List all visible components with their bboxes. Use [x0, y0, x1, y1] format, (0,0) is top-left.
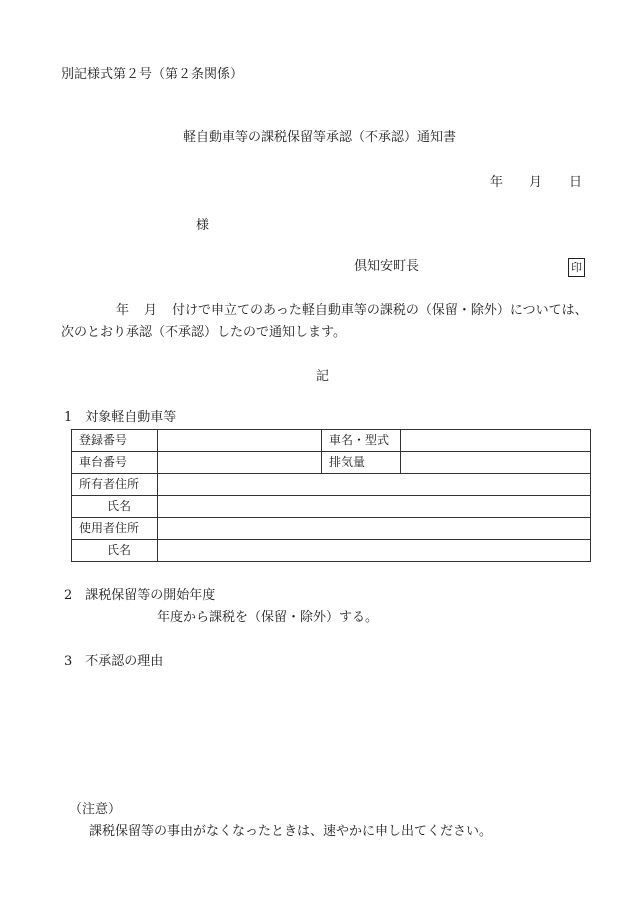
chassis-number-label: 車台番号: [72, 452, 158, 474]
section-1-heading: 1 対象軽自動車等: [64, 410, 177, 425]
seal-stamp: 印: [568, 258, 585, 277]
table-row: [72, 474, 591, 496]
vehicle-name-model-label: 車名・型式: [322, 430, 401, 452]
section-3-heading: 3 不承認の理由: [64, 654, 164, 669]
notes-label: （注意）: [69, 802, 122, 817]
user-name-field: [158, 540, 591, 562]
date-month-label: 月: [529, 175, 543, 190]
form-number-label: 別記様式第２号（第２条関係）: [61, 67, 244, 82]
ki-heading: 記: [316, 369, 330, 384]
sender-name: 倶知安町長: [354, 259, 420, 274]
date-day-label: 日: [569, 175, 583, 190]
document-title: 軽自動車等の課税保留等承認（不承認）通知書: [183, 130, 457, 145]
user-name-label: 氏名: [72, 540, 158, 562]
owner-address-field: [158, 474, 591, 496]
table-row: [72, 430, 591, 452]
table-row: [72, 452, 591, 474]
registration-number-field: [158, 430, 322, 452]
notes-text: 課税保留等の事由がなくなったときは、速やかに申し出てください。: [89, 824, 493, 839]
owner-name-label: 氏名: [72, 496, 158, 518]
owner-address-label: 所有者住所: [72, 474, 158, 496]
registration-number-label: 登録番号: [72, 430, 158, 452]
body-line-1: 付けで申立てのあった軽自動車等の課税の（保留・除外）については、: [172, 303, 588, 318]
user-address-label: 使用者住所: [72, 518, 158, 540]
table-row: [72, 518, 591, 540]
owner-name-field: [158, 496, 591, 518]
date-year-label: 年: [490, 175, 504, 190]
body-line-2: 次のとおり承認（不承認）したので通知します。: [61, 325, 346, 340]
table-row: [72, 496, 591, 518]
body-date-month: 月: [144, 303, 158, 318]
chassis-number-field: [158, 452, 322, 474]
user-address-field: [158, 518, 591, 540]
vehicle-info-table: [71, 429, 591, 562]
section-2-heading: 2 課税保留等の開始年度: [64, 588, 216, 603]
displacement-label: 排気量: [322, 452, 401, 474]
vehicle-name-model-field: [401, 430, 591, 452]
body-date-year: 年: [116, 303, 130, 318]
table-row: [72, 540, 591, 562]
displacement-field: [401, 452, 591, 474]
addressee-honorific: 様: [196, 218, 210, 233]
section-2-text: 年度から課税を（保留・除外）する。: [157, 610, 379, 625]
